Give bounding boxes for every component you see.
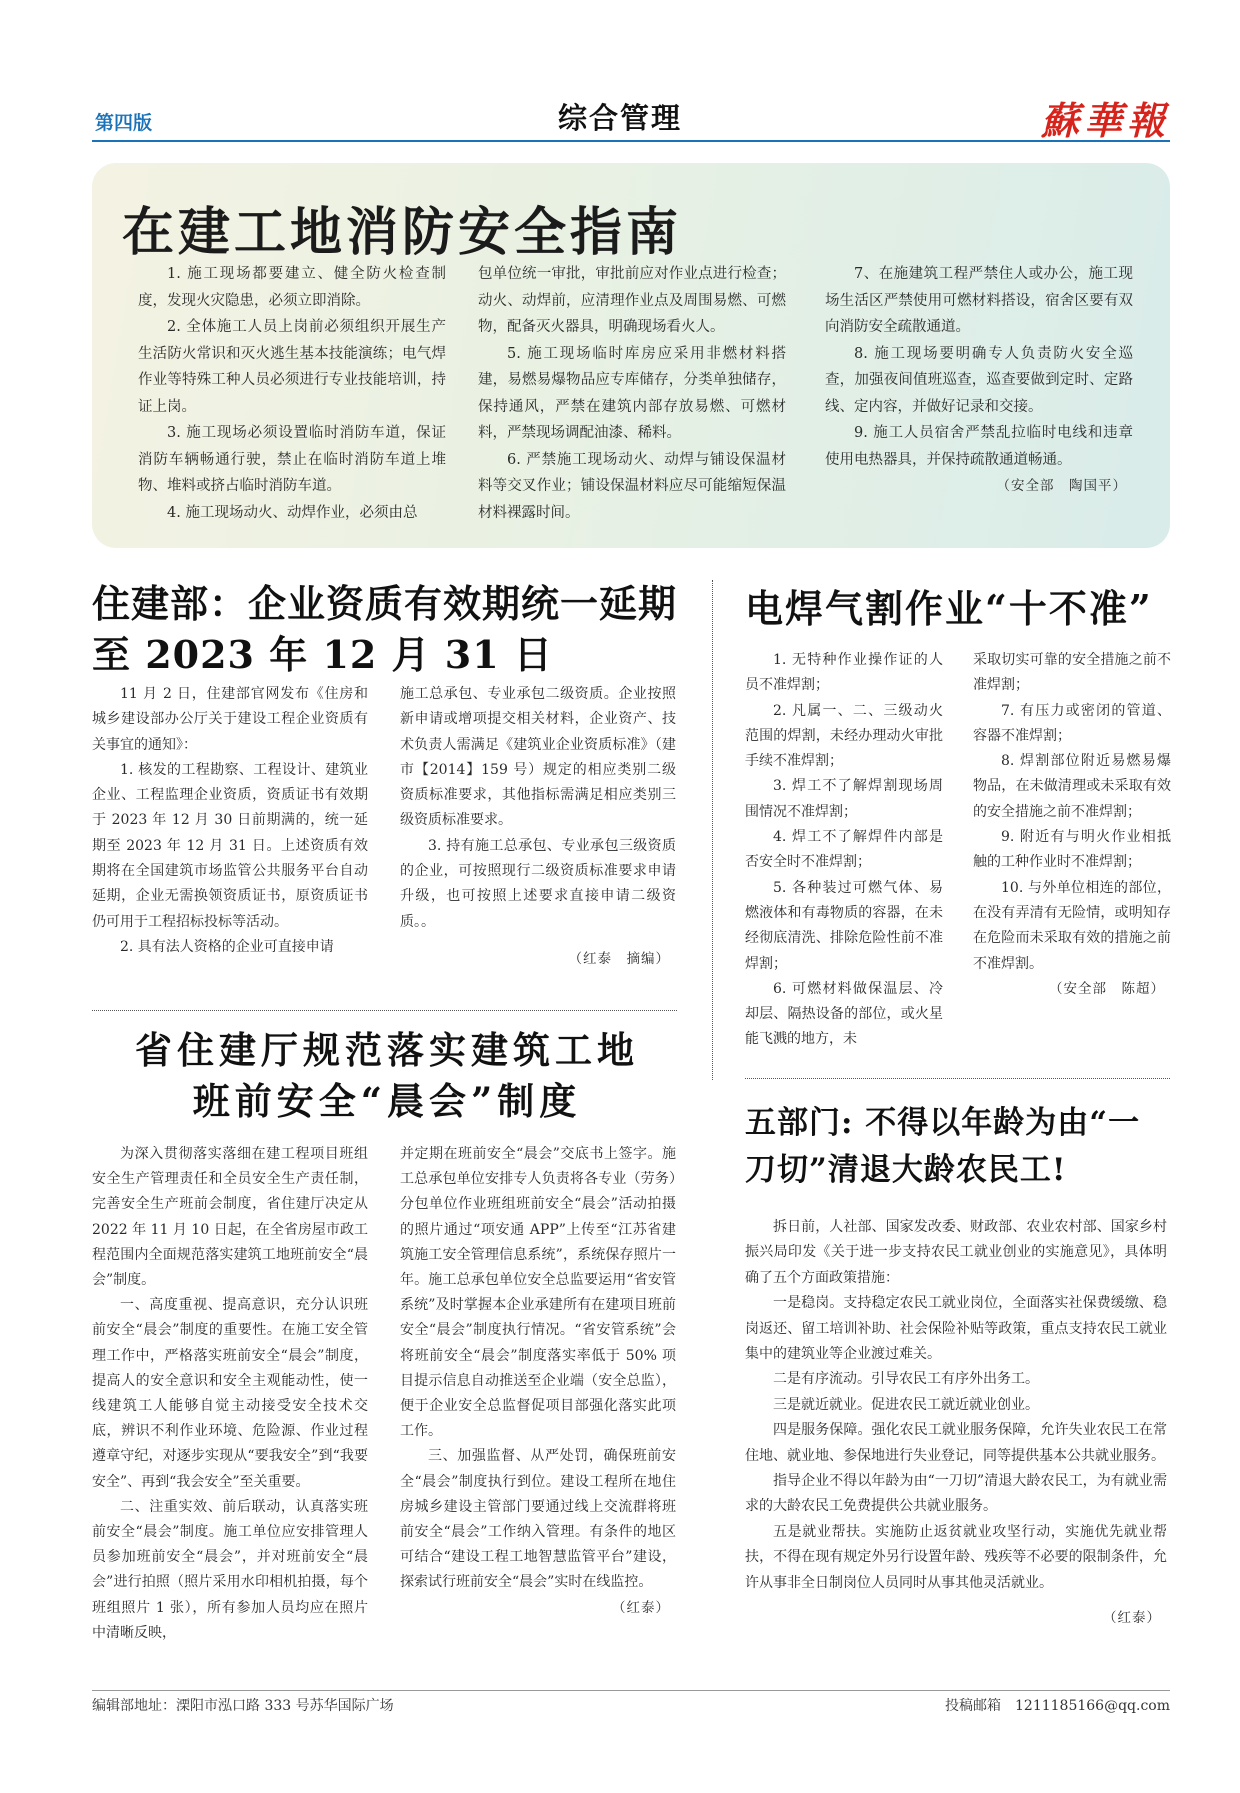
paragraph: 采取切实可靠的安全措施之前不准焊割；	[973, 652, 1171, 694]
newspaper-masthead: 蘇華報	[1040, 98, 1170, 143]
paragraph: 8. 焊割部位附近易燃易爆物品，在未做清理或未采取有效的安全措施之前不准焊割；	[973, 753, 1171, 820]
fire-guide-column-3	[825, 261, 1133, 500]
paragraph: 三是就近就业。促进农民工就近就业创业。	[773, 1396, 1039, 1413]
article4-headline	[745, 1100, 1170, 1194]
paragraph: 11 月 2 日，住建部官网发布《住房和城乡建设部办公厅关于建设工程企业资质有关事宜的通知》：	[92, 686, 368, 753]
paragraph: 1. 无特种作业操作证的人员不准焊割；	[745, 652, 943, 694]
paragraph: 1. 施工现场都要建立、健全防火检查制度，发现火灾隐患，必须立即消除。	[138, 266, 446, 309]
paragraph: 一是稳岗。支持稳定农民工就业岗位，全面落实社保费缓缴、稳岗返还、留工培训补助、社会保险补贴等政策，重点支持农民工就业集中的建筑业等企业渡过难关。	[745, 1295, 1167, 1363]
paragraph: 并定期在班前安全“晨会”交底书上签字。施工总承包单位安排专人负责将各专业（劳务）分包单位作业班组班前安全“晨会”活动拍摄的照片通过“项安通 APP”上传至“江苏省建筑施工安全管理信息系统”，系统保存照片一年。施工总承包单位安全总监要运用“省安管系统”及时掌握本企业承建所有在建项目班前安全“晨会”制度执行情况。“省安管系统”会将班前安全“晨会”制度落实率低于 50% 项目提示信息自动推送至企业端（安全总监），便于企业安全总监督促项目部强化落实此项工作。	[400, 1146, 676, 1440]
fire-guide-column-1	[138, 261, 446, 526]
article2-headline	[92, 1025, 682, 1127]
article2-column-2	[400, 1142, 676, 1621]
paragraph: 施工总承包、专业承包二级资质。企业按照新申请或增项提交相关材料，企业资产、技术负责人需满足《建筑业企业资质标准》（建市【2014】159 号）规定的相应类别二级资质标准要求，其他指标需满足相应类别三级资质标准要求。	[400, 686, 676, 829]
paragraph: 为深入贯彻落实落细在建工程项目班组安全生产管理责任和全员安全生产责任制，完善安全生产班前会制度，省住建厅决定从 2022 年 11 月 10 日起，在全省房屋市政工程范围内全面规范落实建筑工地班前安全“晨会”制度。	[92, 1146, 368, 1289]
article1-column-1	[92, 682, 368, 960]
column-divider	[712, 580, 713, 1080]
edition-label: 第四版	[95, 112, 153, 134]
paragraph: 五是就业帮扶。实施防止返贫就业攻坚行动，实施优先就业帮扶，不得在现有规定外另行设置年龄、残疾等不必要的限制条件，允许从事非全日制岗位人员同时从事其他灵活就业。	[745, 1523, 1167, 1591]
paragraph: 包单位统一审批，审批前应对作业点进行检查；动火、动焊前，应清理作业点及周围易燃、可燃物，配备灭火器具，明确现场看火人。	[478, 266, 786, 335]
fire-guide-title: 在建工地消防安全指南	[122, 202, 683, 263]
paragraph: 9. 施工人员宿舍严禁乱拉临时电线和违章使用电热器具，并保持疏散通道畅通。	[825, 425, 1133, 468]
article3-column-2	[973, 648, 1171, 1002]
paragraph: 5. 施工现场临时库房应采用非燃材料搭建，易燃易爆物品应专库储存，分类单独储存，保持通风，严禁在建筑内部存放易燃、可燃材料，严禁现场调配油漆、稀料。	[478, 345, 786, 441]
paragraph: 1. 核发的工程勘察、工程设计、建筑业企业、工程监理企业资质，资质证书有效期于 2023 年 12 月 30 日前期满的，统一延期至 2023 年 12 月 31 日。上述资质有效期将在全国建筑市场监管公共服务平台自动延期，企业无需换领资质证书，原资质证书仍可用于工程招标投标等活动。	[92, 761, 368, 930]
author-signature: （红泰）	[1103, 1610, 1161, 1627]
paragraph: 10. 与外单位相连的部位，在没有弄清有无险情，或明知存在危险而未采取有效的措施之前不准焊割。	[973, 879, 1171, 972]
paragraph: 5. 各种装过可燃气体、易燃液体和有毒物质的容器，在未经彻底清洗、排除危险性前不准焊割；	[745, 879, 943, 972]
section-title: 综合管理	[557, 101, 682, 135]
article3-headline: 电焊气割作业“十不准”	[745, 586, 1153, 631]
headline-line: 省住建厅规范落实建筑工地	[135, 1028, 639, 1072]
paragraph: 2. 具有法人资格的企业可直接申请	[120, 938, 334, 955]
paragraph: 2. 全体施工人员上岗前必须组织开展生产生活防火常识和灭火逃生基本技能演练；电气焊作业等特殊工种人员必须进行专业技能培训，持证上岗。	[138, 319, 446, 415]
paragraph: 4. 焊工不了解焊件内部是否安全时不准焊割；	[745, 829, 943, 871]
paragraph: 6. 严禁施工现场动火、动焊与铺设保温材料等交叉作业；铺设保温材料应尽可能缩短保温材料裸露时间。	[478, 451, 786, 521]
paragraph: 4. 施工现场动火、动焊作业，必须由总	[167, 504, 418, 521]
paragraph: 二、注重实效、前后联动，认真落实班前安全“晨会”制度。施工单位应安排管理人员参加班前安全“晨会”，并对班前安全“晨会”进行拍照（照片采用水印相机拍摄，每个班组照片 1 张），所有参加人员均应在照片中清晰反映，	[92, 1498, 368, 1641]
article3-column-1	[745, 648, 943, 1053]
paragraph: 7. 有压力或密闭的管道、容器不准焊割；	[973, 702, 1171, 744]
divider	[92, 1010, 677, 1011]
paragraph: 9. 附近有与明火作业相抵触的工种作业时不准焊割；	[973, 829, 1171, 871]
paragraph: 3. 焊工不了解焊割现场周围情况不准焊割；	[745, 778, 943, 820]
author-signature: （红泰 摘编）	[568, 950, 670, 967]
paragraph: 8. 施工现场要明确专人负责防火安全巡查，加强夜间值班巡查，巡查要做到定时、定路线、定内容，并做好记录和交接。	[825, 345, 1133, 415]
footer-address: 编辑部地址：溧阳市泓口路 333 号苏华国际广场	[92, 1698, 394, 1714]
divider	[745, 1078, 1170, 1079]
paragraph: 3. 持有施工总承包、专业承包三级资质的企业，可按照现行二级资质标准要求申请升级，也可按照上述要求直接申请二级资质。。	[400, 837, 676, 930]
paragraph: 指导企业不得以年龄为由“一刀切”清退大龄农民工，为有就业需求的大龄农民工免费提供公共就业服务。	[745, 1473, 1167, 1515]
paragraph: 2. 凡属一、二、三级动火范围的焊割，未经办理动火审批手续不准焊割；	[745, 702, 943, 770]
article4-body	[745, 1215, 1167, 1632]
article1-headline: 住建部：企业资质有效期统一延期至 2023 年 12 月 31 日	[92, 581, 678, 677]
paragraph: 四是服务保障。强化农民工就业服务保障，允许失业农民工在常住地、就业地、参保地进行失业登记，同等提供基本公共就业服务。	[745, 1422, 1167, 1464]
paragraph: 三、加强监督、从严处罚，确保班前安全“晨会”制度执行到位。建设工程所在地住房城乡建设主管部门要通过线上交流群将班前安全“晨会”工作纳入管理。有条件的地区可结合“建设工程工地智慧监管平台”建设，探索试行班前安全“晨会”实时在线监控。	[400, 1448, 676, 1591]
author-signature: （安全部 陈超）	[1049, 980, 1165, 997]
paragraph: 一、高度重视、提高意识，充分认识班前安全“晨会”制度的重要性。在施工安全管理工作中，严格落实班前安全“晨会”制度，提高人的安全意识和安全主观能动性，使一线建筑工人能够自觉主动接受安全技术交底，辨识不利作业环境、危险源、作业过程遵章守纪，对逐步实现从“要我安全”到“我要安全”、再到“我会安全”至关重要。	[92, 1297, 368, 1490]
paragraph: 7、在施建筑工程严禁住人或办公，施工现场生活区严禁使用可燃材料搭设，宿舍区要有双向消防安全疏散通道。	[825, 266, 1133, 335]
headline-line: 刀切”清退大龄农民工!	[745, 1152, 1067, 1188]
paragraph: 6. 可燃材料做保温层、冷却层、隔热设备的部位，或火星能飞溅的地方，未	[745, 980, 943, 1048]
paragraph: 拆日前，人社部、国家发改委、财政部、农业农村部、国家乡村振兴局印发《关于进一步支持农民工就业创业的实施意见》，具体明确了五个方面政策措施：	[745, 1219, 1167, 1286]
paragraph: 3. 施工现场必须设置临时消防车道，保证消防车辆畅通行驶，禁止在临时消防车道上堆物、堆料或挤占临时消防车道。	[138, 425, 446, 494]
header-rule	[92, 140, 1170, 142]
author-signature: （安全部 陶国平）	[996, 478, 1127, 494]
fire-guide-column-2	[478, 261, 786, 526]
headline-line: 班前安全“晨会”制度	[192, 1079, 582, 1123]
article1-column-2	[400, 682, 676, 972]
footer-rule	[92, 1690, 1170, 1691]
headline-line: 五部门: 不得以年龄为由“一	[745, 1105, 1141, 1141]
article2-column-1	[92, 1142, 368, 1646]
paragraph: 二是有序流动。引导农民工有序外出务工。	[773, 1371, 1039, 1388]
author-signature: （红泰）	[612, 1599, 670, 1616]
footer-email: 投稿邮箱 1211185166@qq.com	[945, 1698, 1170, 1714]
